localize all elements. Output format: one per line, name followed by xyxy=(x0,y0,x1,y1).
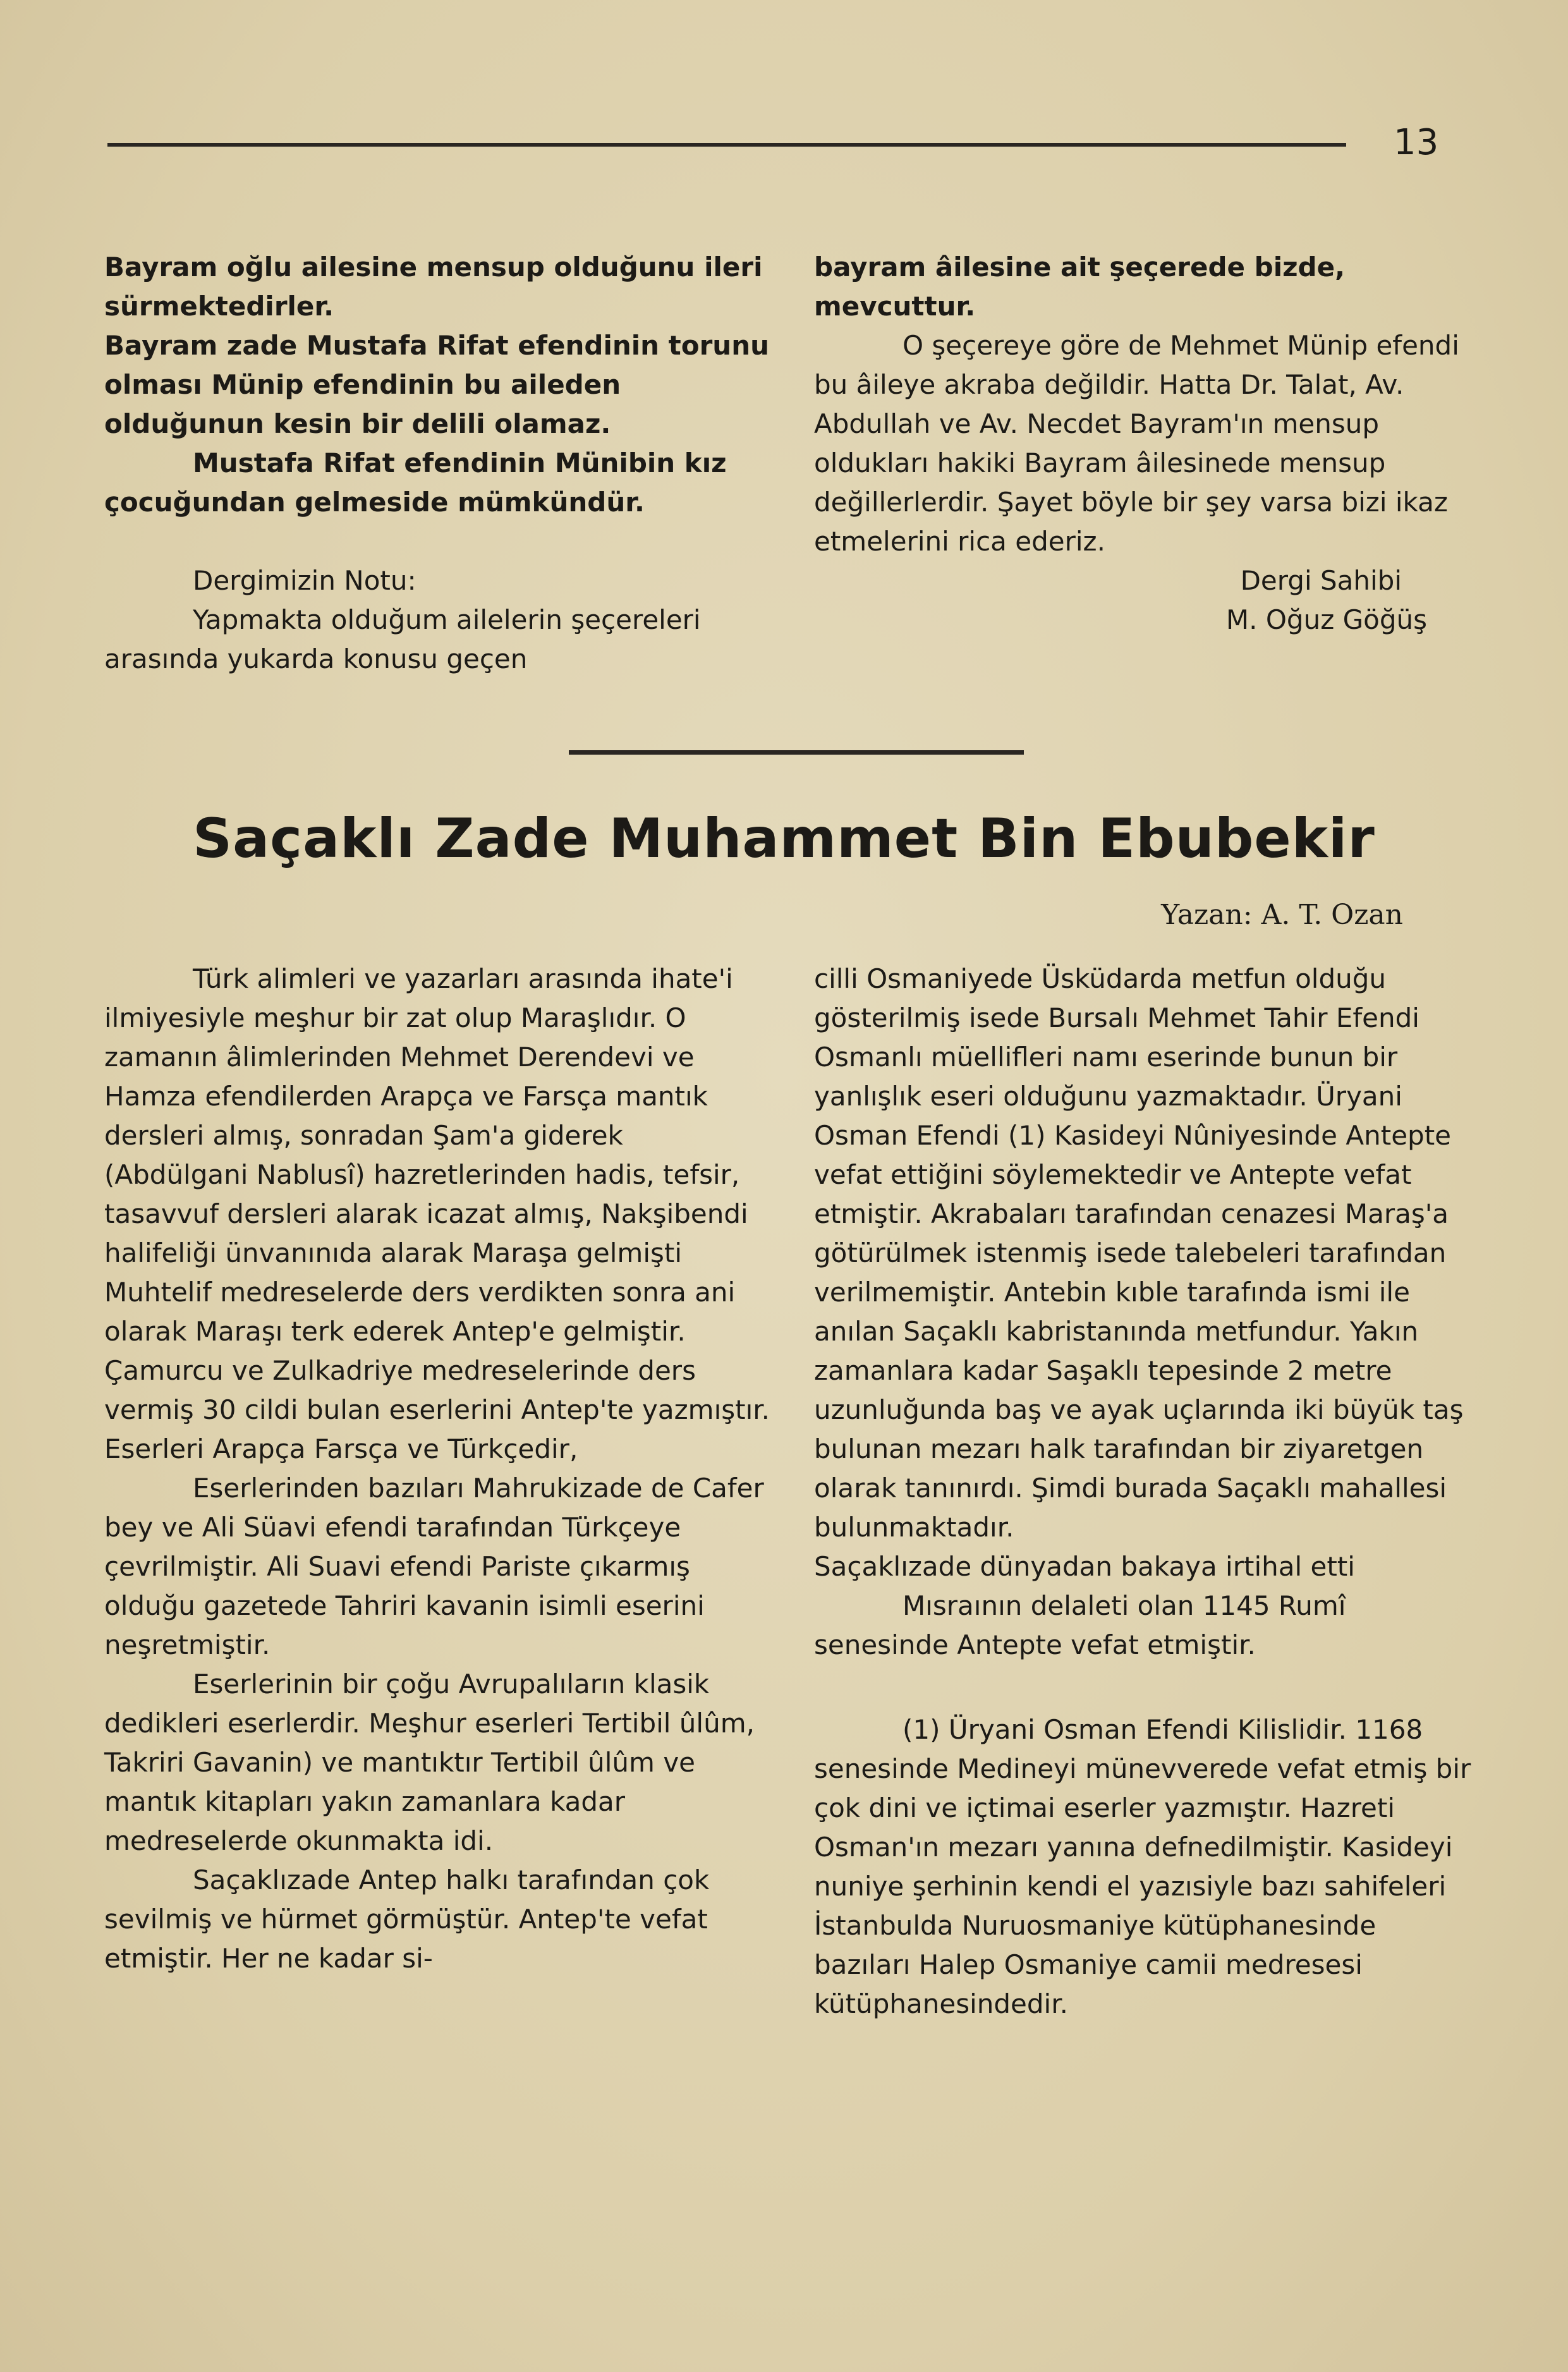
top-left-paragraph-3: Mustafa Rifat efendinin Münibin kız çocuğundan gelmeside mümkündür. xyxy=(104,447,727,518)
page-number: 13 xyxy=(1394,122,1439,163)
top-left-column xyxy=(104,248,774,679)
top-left-paragraph-1: Bayram oğlu ailesine mensup olduğunu ileri sürmektedirler. xyxy=(104,252,763,322)
article-byline: Yazan: A. T. Ozan xyxy=(1161,899,1403,931)
body-left-paragraph-1: Türk alimleri ve yazarları arasında ihate'i ilmiyesiyle meşhur bir zat olup Maraşlıdır. O zamanın âlimlerinden Mehmet Derendevi ve Hamza efendilerden Arapça ve Farsça mantık dersleri almış, sonradan Şam'a giderek (Abdülgani Nablusî) hazretlerinden hadis, tefsir, tasavvuf dersleri alarak icazat almış, Nakşibendi halifeliği ünvanınıda alarak Maraşa gelmişti Muhtelif medreselerde ders verdikten sonra ani olarak Maraşı terk ederek Antep'e gelmiştir. Çamurcu ve Zulkadriye medreselerinde ders vermiş 30 cildi bulan eserlerini Antep'te yazmıştır. Eserleri Arapça Farsça ve Türkçedir, xyxy=(104,963,770,1464)
title-divider xyxy=(569,750,1024,755)
top-right-paragraph-2: O şeçereye göre de Mehmet Münip efendi bu âileye akraba değildir. Hatta Dr. Talat, Av. Abdullah ve Av. Necdet Bayram'ın mensup oldukları hakiki Bayram âilesinede mensup değillerlerdir. Şayet böyle bir şey varsa bizi ikaz etmelerini rica ederiz. xyxy=(814,330,1459,557)
signature-title: Dergi Sahibi xyxy=(1240,565,1402,596)
top-right-column xyxy=(814,248,1478,640)
article-title: Saçaklı Zade Muhammet Bin Ebubekir xyxy=(193,807,1375,870)
body-left-paragraph-3: Eserlerinin bir çoğu Avrupalıların klasik dedikleri eserlerdir. Meşhur eserleri Tertibil ûlûm, Takriri Gavanin) ve mantıktır Tertibil ûlûm ve mantık kitapları yakın zamanlara kadar medreselerde okunmakta idi. xyxy=(104,1669,755,1856)
signature-name: M. Oğuz Göğüş xyxy=(1225,604,1427,635)
editor-note-text: Yapmakta olduğum ailelerin şeçereleri arasında yukarda konusu geçen xyxy=(104,604,701,674)
body-right-paragraph-2: Saçaklızade dünyadan bakaya irtihal etti xyxy=(814,1551,1355,1582)
body-right-paragraph-3: Mısraının delaleti olan 1145 Rumî senesinde Antepte vefat etmiştir. xyxy=(814,1590,1346,1660)
body-right-column xyxy=(814,959,1478,2024)
body-left-column xyxy=(104,959,774,1978)
body-right-paragraph-1: cilli Osmaniyede Üsküdarda metfun olduğu gösterilmiş isede Bursalı Mehmet Tahir Efendi Osmanlı müellifleri namı eserinde bunun bir yanlışlık eseri olduğunu yazmaktadır. Üryani Osman Efendi (1) Kasideyi Nûniyesinde Antepte vefat ettiğini söylemektedir ve Antepte vefat etmiştir. Akrabaları tarafından cenazesi Maraş'a götürülmek istenmiş isede talebeleri tarafından verilmemiştir. Antebin kıble tarafında ismi ile anılan Saçaklı kabristanında metfundur. Yakın zamanlara kadar Saşaklı tepesinde 2 metre uzunluğunda baş ve ayak uçlarında iki büyük taş bulunan mezarı halk tarafından bir ziyaretgen olarak tanınırdı. Şimdi burada Saçaklı mahallesi bulunmaktadır. xyxy=(814,963,1464,1543)
footnote: (1) Üryani Osman Efendi Kilislidir. 1168 senesinde Medineyi münevverede vefat etmiş bir çok dini ve içtimai eserler yazmıştır. Hazreti Osman'ın mezarı yanına defnedilmiştir. Kasideyi nuniye şerhinin kendi el yazısiyle bazı sahifeleri İstanbulda Nuruosmaniye kütüphanesinde bazıları Halep Osmaniye camii medresesi kütüphanesindedir. xyxy=(814,1714,1471,2019)
editor-note-heading: Dergimizin Notu: xyxy=(193,565,416,596)
top-rule xyxy=(107,143,1346,147)
top-right-paragraph-1: bayram âilesine ait şeçerede bizde, mevcuttur. xyxy=(814,252,1346,322)
body-left-paragraph-4: Saçaklızade Antep halkı tarafından çok sevilmiş ve hürmet görmüştür. Antep'te vefat etmiştir. Her ne kadar si- xyxy=(104,1864,710,1974)
top-left-paragraph-2: Bayram zade Mustafa Rifat efendinin torunu olması Münip efendinin bu aileden olduğunun kesin bir delili olamaz. xyxy=(104,330,770,439)
body-left-paragraph-2: Eserlerinden bazıları Mahrukizade de Cafer bey ve Ali Süavi efendi tarafından Türkçeye çevrilmiştir. Ali Suavi efendi Pariste çıkarmış olduğu gazetede Tahriri kavanin isimli eserini neşretmiştir. xyxy=(104,1473,764,1660)
